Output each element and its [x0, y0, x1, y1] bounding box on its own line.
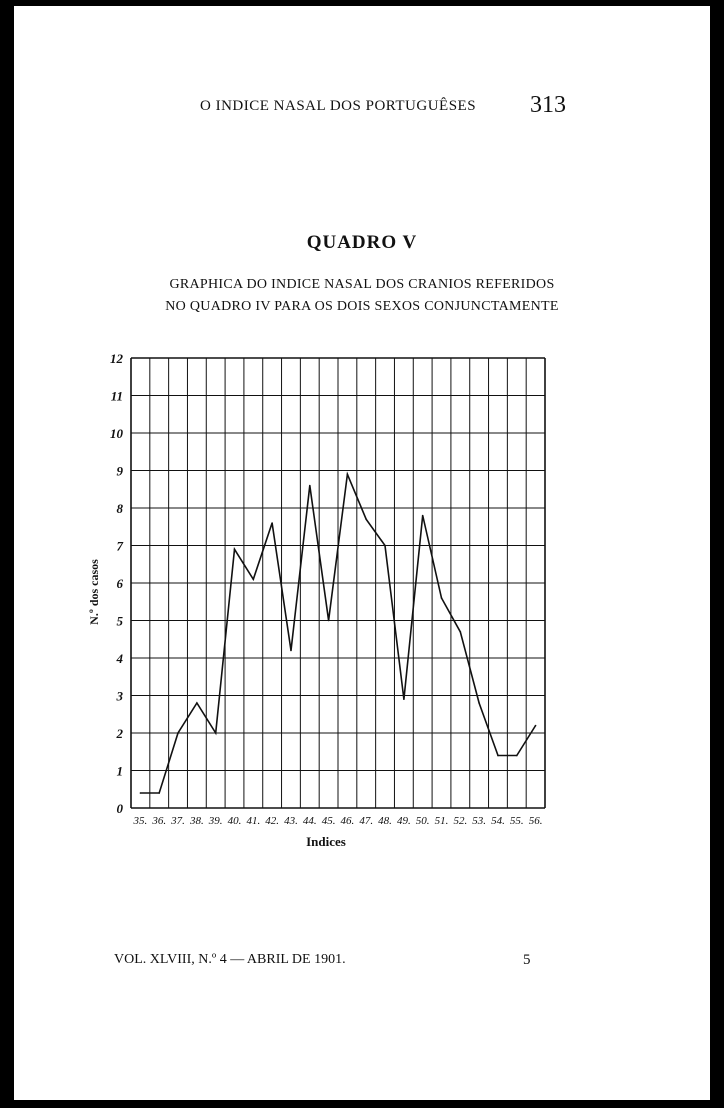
data-point	[347, 473, 349, 475]
data-point	[516, 755, 518, 757]
x-tick-label: 35.	[133, 815, 148, 827]
x-tick-label: 56.	[528, 815, 543, 827]
x-tick-label: 36.	[152, 815, 167, 827]
y-tick-label: 8	[116, 501, 123, 516]
data-point	[253, 578, 255, 580]
y-tick-label: 5	[116, 613, 123, 629]
volume-line: VOL. XLVIII, N.º 4 — ABRIL DE 1901.	[114, 952, 346, 967]
x-tick-label: 37.	[171, 815, 185, 827]
y-tick-label: 12	[110, 351, 123, 366]
data-point	[234, 548, 236, 550]
x-tick-label: 45.	[321, 815, 336, 827]
table-number: QUADRO V	[306, 232, 418, 253]
data-point	[535, 725, 537, 727]
y-tick-label: 2	[116, 726, 123, 741]
data-point	[140, 792, 142, 794]
data-point	[384, 545, 386, 547]
x-tick-label: 42.	[265, 815, 280, 827]
y-tick-labels	[110, 351, 124, 816]
data-point	[158, 792, 160, 794]
x-axis-label: Indices	[306, 834, 346, 849]
y-tick-label: 3	[116, 688, 123, 704]
x-tick-label: 54.	[491, 815, 505, 827]
x-tick-label: 48.	[378, 815, 392, 827]
x-tick-labels	[133, 815, 543, 827]
data-point	[460, 631, 462, 633]
running-title: O INDICE NASAL DOS PORTUGUÊSES	[200, 98, 477, 114]
data-point	[328, 620, 330, 622]
data-point	[403, 698, 405, 700]
x-tick-label: 46.	[340, 815, 355, 827]
x-tick-label: 47.	[359, 815, 374, 827]
y-tick-label: 10	[110, 426, 123, 441]
x-tick-label: 53.	[472, 815, 487, 827]
y-axis-label: N.º dos casos	[87, 559, 101, 625]
signature-number: 5	[523, 952, 531, 968]
y-tick-label: 4	[116, 651, 123, 666]
data-point	[196, 702, 198, 704]
y-tick-label: 6	[116, 576, 123, 591]
data-point	[177, 732, 179, 734]
x-tick-label: 43.	[284, 815, 298, 827]
y-tick-label: 9	[116, 463, 123, 479]
data-point	[422, 515, 424, 517]
y-tick-label: 0	[116, 801, 123, 816]
data-point	[271, 522, 273, 524]
x-tick-label: 44.	[302, 815, 317, 827]
data-point	[215, 732, 217, 734]
x-tick-label: 49.	[396, 815, 411, 827]
data-point	[441, 597, 443, 599]
chart-grid	[131, 358, 545, 808]
page-number: 313	[530, 92, 566, 118]
subtitle-line-2: NO QUADRO IV PARA OS DOIS SEXOS CONJUNCTAMENTE	[165, 299, 559, 314]
x-tick-label: 38.	[189, 815, 204, 827]
x-tick-label: 55.	[509, 815, 524, 827]
data-point	[497, 755, 499, 757]
data-point	[309, 485, 311, 487]
y-tick-label: 1	[116, 763, 123, 779]
data-point	[290, 650, 292, 652]
x-tick-label: 52.	[453, 815, 468, 827]
x-tick-label: 50.	[415, 815, 430, 827]
subtitle-line-1: GRAPHICA DO INDICE NASAL DOS CRANIOS REFERIDOS	[169, 277, 555, 292]
x-tick-label: 40.	[227, 815, 242, 827]
y-tick-label: 7	[116, 538, 123, 554]
x-tick-label: 39.	[208, 815, 223, 827]
x-tick-label: 51.	[434, 815, 449, 827]
data-point	[365, 518, 367, 520]
data-point	[478, 702, 480, 704]
x-tick-label: 41.	[246, 815, 261, 827]
y-tick-label: 11	[110, 388, 123, 404]
